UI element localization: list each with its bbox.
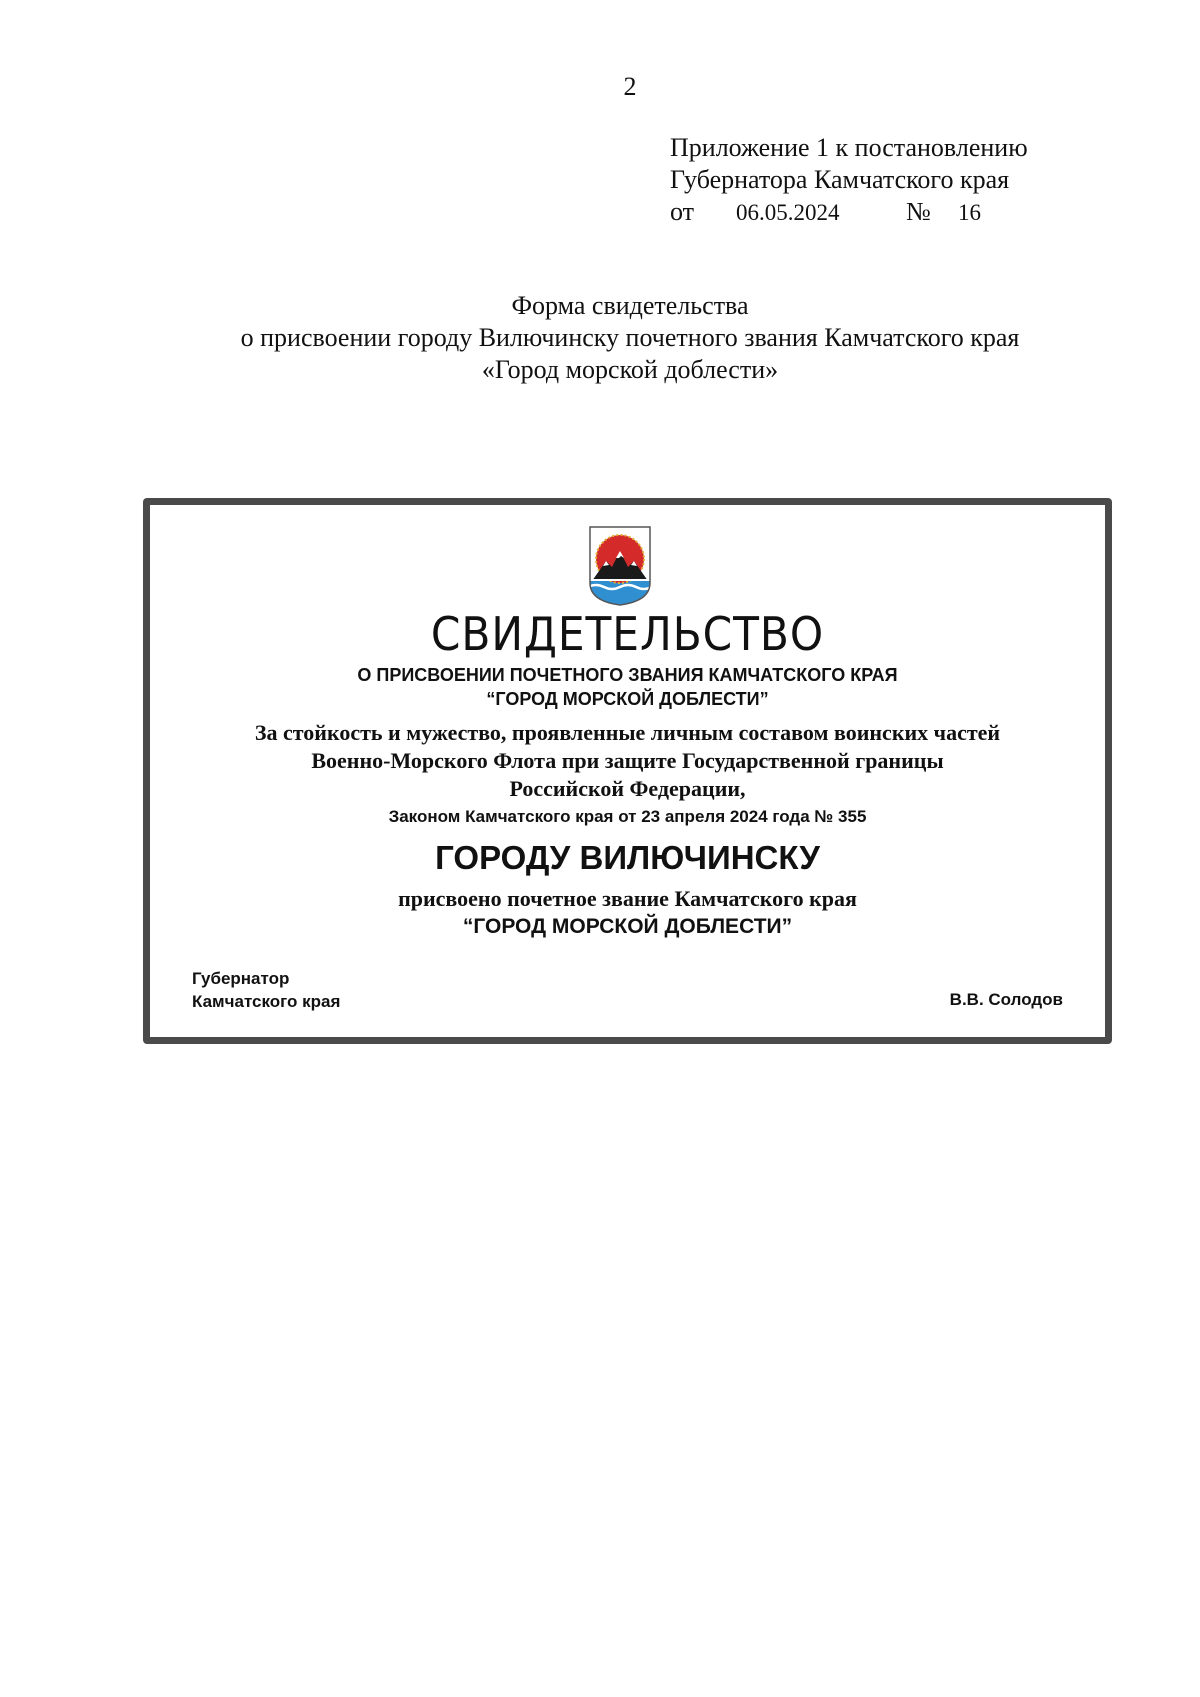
- certificate-city: ГОРОДУ ВИЛЮЧИНСКУ: [435, 839, 820, 876]
- certificate-reason: [150, 719, 1105, 803]
- form-title: [0, 290, 1200, 386]
- kamchatka-coat-of-arms-icon: [588, 525, 652, 607]
- certificate-body: [150, 505, 1105, 1037]
- annex-line-1: Приложение 1 к постановлению: [670, 133, 1028, 162]
- certificate-subheading-line-1: О ПРИСВОЕНИИ ПОЧЕТНОГО ЗВАНИЯ КАМЧАТСКОГО КРАЯ: [357, 665, 898, 685]
- certificate-reason-line-3: Российской Федерации,: [509, 776, 746, 801]
- annex-date-row: [670, 196, 1028, 229]
- certificate-heading: СВИДЕТЕЛЬСТВО: [430, 607, 825, 661]
- certificate-assigned-line-2: “ГОРОД МОРСКОЙ ДОБЛЕСТИ”: [462, 915, 793, 938]
- certificate-frame: [143, 498, 1112, 1044]
- signer-title-line-1: Губернатор: [192, 969, 290, 988]
- annex-date-label: от: [670, 197, 695, 226]
- annex-line-2: Губернатора Камчатского края: [670, 165, 1010, 194]
- annex-date: 06.05.2024: [736, 200, 840, 225]
- signer-name: В.В. Солодов: [949, 990, 1063, 1009]
- form-title-line-2: о присвоении городу Вилючинску почетного звания Камчатского края: [240, 323, 1020, 352]
- annex-number-label: №: [906, 197, 931, 226]
- signer-title: [192, 967, 340, 1013]
- certificate-reason-line-2: Военно-Морского Флота при защите Государственной границы: [311, 748, 944, 773]
- certificate-subheading-line-2: “ГОРОД МОРСКОЙ ДОБЛЕСТИ”: [486, 689, 769, 709]
- certificate-subheading: [150, 663, 1105, 711]
- certificate-reason-line-1: За стойкость и мужество, проявленные личным составом воинских частей: [254, 720, 1001, 745]
- form-title-line-3: «Город морской доблести»: [481, 355, 779, 384]
- annex-block: [670, 132, 1028, 229]
- certificate-law: Законом Камчатского края от 23 апреля 2024 года № 355: [388, 807, 867, 826]
- certificate-assigned-line-1: присвоено почетное звание Камчатского края: [398, 886, 857, 911]
- form-title-line-1: Форма свидетельства: [511, 291, 749, 320]
- signer-title-line-2: Камчатского края: [192, 992, 341, 1011]
- page-number: 2: [623, 72, 637, 101]
- annex-number: 16: [958, 200, 981, 225]
- certificate-assigned: [150, 885, 1105, 941]
